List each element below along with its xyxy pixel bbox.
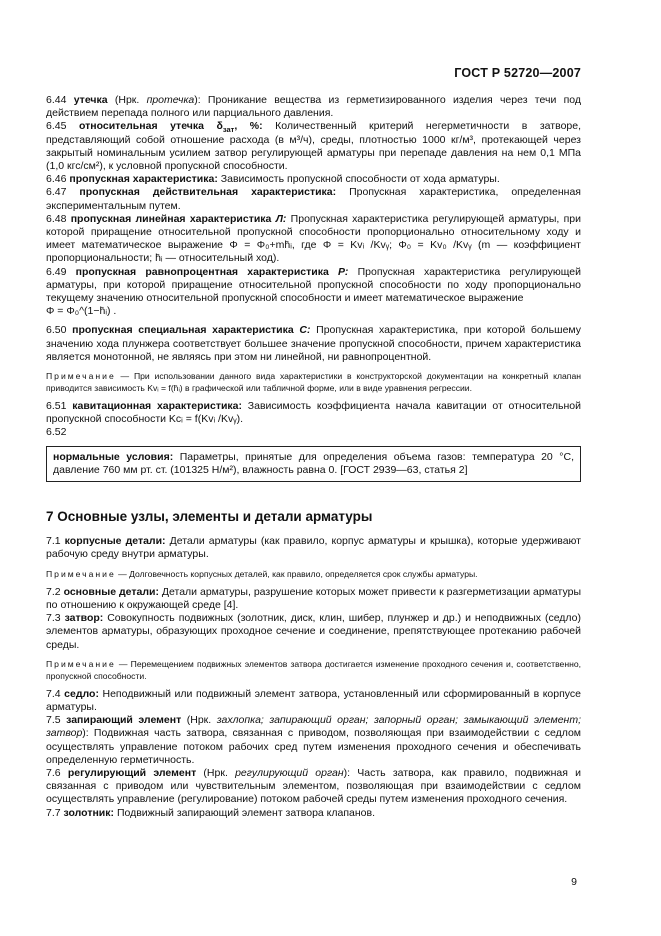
note-6-50: Примечание — При использовании данного вида характеристики в конструкторской документации на конкретный клапан приводится зависимость Kvᵢ = f(h̄ᵢ) в графической или табличной форме, или в виде уравнения регрессии. <box>46 371 581 394</box>
definition-7-4: 7.4 седло: Неподвижный или подвижный элемент затвора, установленный или сформированный в корпусе арматуры. <box>46 687 581 713</box>
term: нормальные условия: <box>53 450 174 463</box>
note-7-1: Примечание — Долговечность корпусных деталей, как правило, определяется срок службы арматуры. <box>46 568 478 579</box>
term: утечка <box>73 94 108 106</box>
definition-6-45: 6.45 относительная утечка $\delta_{зат}$, %: Количественный критерий негерметичности в затворе, представляющий собой отношение расхода (в м³/ч), среды, плотностью 1000 кг/м³, протекающей через закрытый номинальным усилием затвор регулирующей арматуры при перепаде давления на нем 0,1 МПа (1,0 кгс/см²), к условной пропускной способности. <box>46 120 581 173</box>
definition-6-48: 6.48 пропускная линейная характеристика Л: Пропускная характеристика регулирующей арматуры, при которой приращение относительной пропускной способности пропорционально относительному ходу и имеет математическое выражение Φ = Φ₀+mh̄ᵢ, где Φ = Kvᵢ /Kvᵧ; Φ₀ = Kv₀ /Kvᵧ (m — коэффициент пропорциональности; h̄ᵢ — относительный ход). <box>46 212 582 265</box>
page-number: 9 <box>571 876 577 888</box>
definition-7-5: 7.5 запирающий элемент (Нрк. захлопка; запирающий орган; запорный орган; замыкающий элемент; затвор): Подвижная часть затвора, связанная с приводом, позволяющая при взаимодействии с седлом осуществлять управление потоком рабочих сред путем изменения проходного сечения и обеспечивать определенную герметичность. <box>46 714 581 766</box>
definition-6-47: 6.47 пропускная действительная характеристика: Пропускная характеристика, определенная экспериментальным путем. <box>46 186 581 212</box>
term: пропускная действительная характеристика: <box>79 186 337 199</box>
term: пропускная равнопроцентная характеристика <box>75 265 329 278</box>
term: пропускная специальная характеристика <box>72 324 294 337</box>
document-id: ГОСТ Р 52720—2007 <box>454 66 581 80</box>
term: седло: <box>64 687 99 700</box>
definition-7-3: 7.3 затвор: Совокупность подвижных (золотник, диск, клин, шибер, плунжер и др.) и неподвижных (седло) элементов арматуры, образующих проходное сечение и соединение, препятствующее протеканию рабочей среды. <box>46 612 582 651</box>
definition-6-44: 6.44 утечка (Нрк. протечка): Проникание вещества из герметизированного изделия через течи под действием перепада полного или парциального давления. <box>46 94 581 120</box>
definition-7-2: 7.2 основные детали: Детали арматуры, разрушение которых может привести к разгерметизации арматуры по отношению к окружающей среде [4]. <box>46 585 581 611</box>
definition-6-50: 6.50 пропускная специальная характеристика С: Пропускная характеристика, при которой большему значению хода плунжера соответствует большее значение пропускной способности, причем характеристика являeтся монотонной, не являясь при этом ни линейной, ни равнопроцентной. <box>46 324 581 363</box>
definition-6-52-number: 6.52 <box>46 426 67 439</box>
page-content <box>46 94 581 820</box>
formula: Φ = Φ₀^(1−h̄ᵢ) . <box>46 305 117 318</box>
definition-7-6: 7.6 регулирующий элемент (Нрк. регулирующий орган): Часть затвора, как правило, подвижная и связанная с приводом или чувствительным элементом, позволяющая при взаимодействии с седлом осуществлять управление (регулирование) потоком рабочей среды путем изменения проходного сечения. <box>46 766 581 806</box>
term: пропускная линейная характеристика <box>70 212 272 225</box>
term: регулирующий элемент <box>67 766 197 779</box>
term: кавитационная характеристика: <box>72 400 243 413</box>
definition-6-51: 6.51 кавитационная характеристика: Зависимость коэффициента начала кавитации от относительной пропускной способности Kcᵢ = f(Kvᵢ /Kvᵧ). <box>46 400 581 426</box>
definition-6-46: 6.46 пропускная характеристика: Зависимость пропускной способности от хода арматуры. <box>46 173 500 186</box>
definition-7-1: 7.1 корпусные детали: Детали арматуры (как правило, корпус арматуры и крышка), которые удерживают рабочую среду внутри арматуры. <box>46 535 581 561</box>
term: пропускная характеристика: <box>69 173 218 186</box>
note-7-3: Примечание — Перемещением подвижных элементов затвора достигается изменение проходного сечения и, соответственно, пропускной способности. <box>46 658 581 681</box>
section-title: 7 Основные узлы, элементы и детали арматуры <box>46 509 373 525</box>
term: основные детали: <box>63 585 159 598</box>
term: затвор: <box>64 612 104 625</box>
term: корпусные детали: <box>64 535 166 548</box>
definition-7-7: 7.7 золотник: Подвижный запирающий элемент затвора клапанов. <box>46 806 376 819</box>
definition-6-49: 6.49 пропускная равнопроцентная характеристика Р: Пропускная характеристика регулирующей арматуры, при которой приращение относительной пропускной способности по ходу пропорционально текущему значению относительной пропускной способности и имеет математическое выражение Φ = Φ₀^(1−h̄ᵢ) . <box>46 265 581 318</box>
boxed-definition: нормальные условия: Параметры, принятые для определения объема газов: температура 20 °С, давление 760 мм рт. ст. (101325 Н/м²), влажность равна 0. [ГОСТ 2939—63, статья 2] <box>46 446 581 482</box>
term: золотник: <box>63 806 115 819</box>
term: запирающий элемент <box>66 714 182 727</box>
term: относительная утечка <box>78 120 204 133</box>
